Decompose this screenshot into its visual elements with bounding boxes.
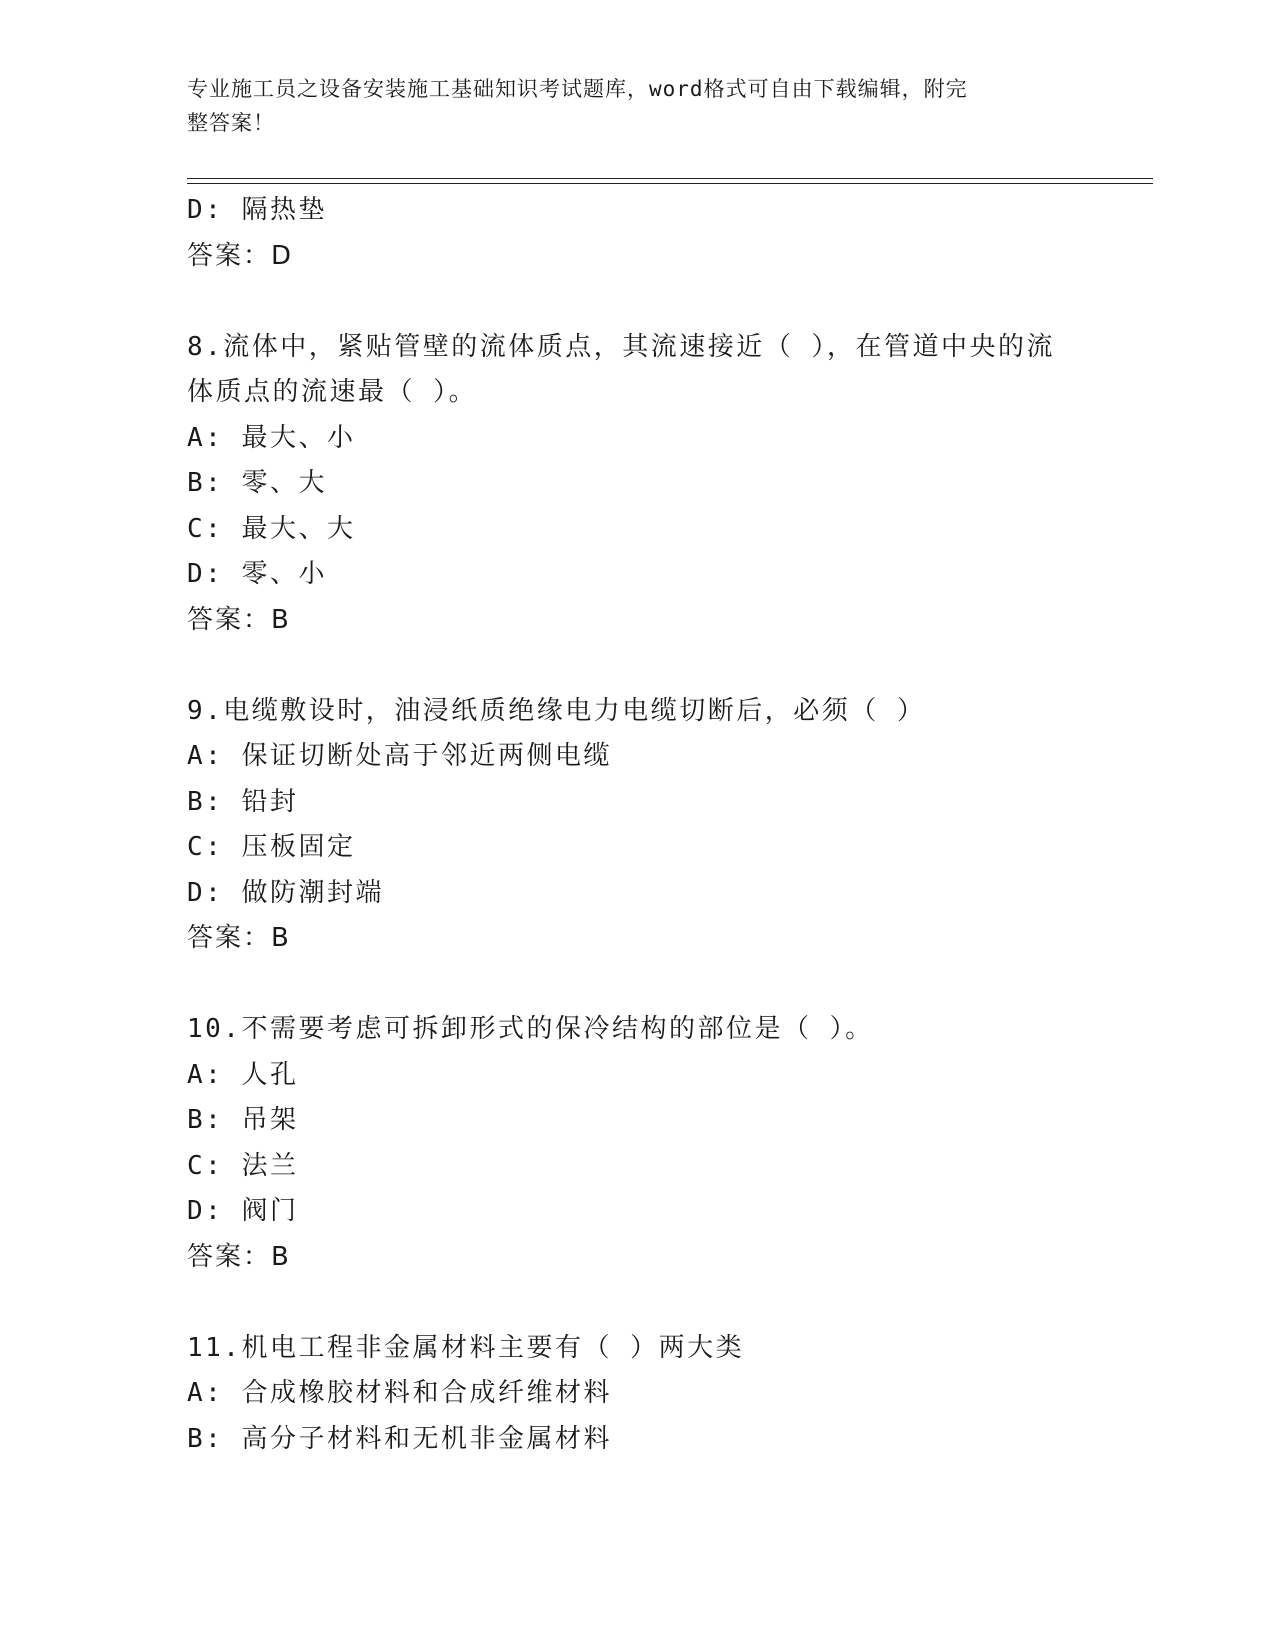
option-a: A: 人孔 <box>187 1059 299 1090</box>
option-d: D: 阀门 <box>187 1196 299 1226</box>
spacer <box>187 962 1087 1008</box>
answer: 答案：D <box>187 240 294 271</box>
header-rule-bottom <box>187 183 1153 184</box>
option-c: C: 压板固定 <box>187 832 356 862</box>
question-list <box>187 188 1087 1462</box>
question-stem-line-1: 8.流体中，紧贴管壁的流体质点，其流速接近（ ），在管道中央的流 <box>187 331 1055 362</box>
question-9 <box>187 689 1087 962</box>
option-b: B: 零、大 <box>187 468 327 498</box>
question-10 <box>187 1007 1087 1280</box>
option-b: B: 高分子材料和无机非金属材料 <box>187 1423 612 1454</box>
option-b: B: 吊架 <box>187 1105 299 1135</box>
question-8 <box>187 325 1087 644</box>
answer: 答案：B <box>187 604 291 635</box>
option-d: D: 隔热垫 <box>187 195 327 225</box>
option-c: C: 最大、大 <box>187 513 356 544</box>
spacer <box>187 1280 1087 1326</box>
option-a: A: 最大、小 <box>187 422 356 453</box>
header-line-2: 整答案！ <box>187 111 275 135</box>
spacer <box>187 643 1087 689</box>
option-a: A: 保证切断处高于邻近两侧电缆 <box>187 741 612 771</box>
option-b: B: 铅封 <box>187 786 299 817</box>
question-stem: 11.机电工程非金属材料主要有（ ）两大类 <box>187 1332 745 1363</box>
header-line-1: 专业施工员之设备安装施工基础知识考试题库，word格式可自由下载编辑，附完 <box>187 77 968 101</box>
question-stem: 10.不需要考虑可拆卸形式的保冷结构的部位是（ ）。 <box>187 1014 874 1044</box>
question-11 <box>187 1326 1087 1463</box>
option-d: D: 做防潮封端 <box>187 877 384 908</box>
question-stem-line-2: 体质点的流速最（ ）。 <box>187 377 478 407</box>
option-d: D: 零、小 <box>187 559 327 589</box>
document-header <box>187 72 1067 140</box>
question-stem: 9.电缆敷设时，油浸纸质绝缘电力电缆切断后，必须（ ） <box>187 695 926 726</box>
header-rule-top <box>187 178 1153 179</box>
spacer <box>187 279 1087 325</box>
answer: 答案：B <box>187 923 291 953</box>
answer: 答案：B <box>187 1241 291 1272</box>
question-7 <box>187 188 1087 279</box>
option-a: A: 合成橡胶材料和合成纤维材料 <box>187 1378 612 1408</box>
option-c: C: 法兰 <box>187 1150 299 1181</box>
